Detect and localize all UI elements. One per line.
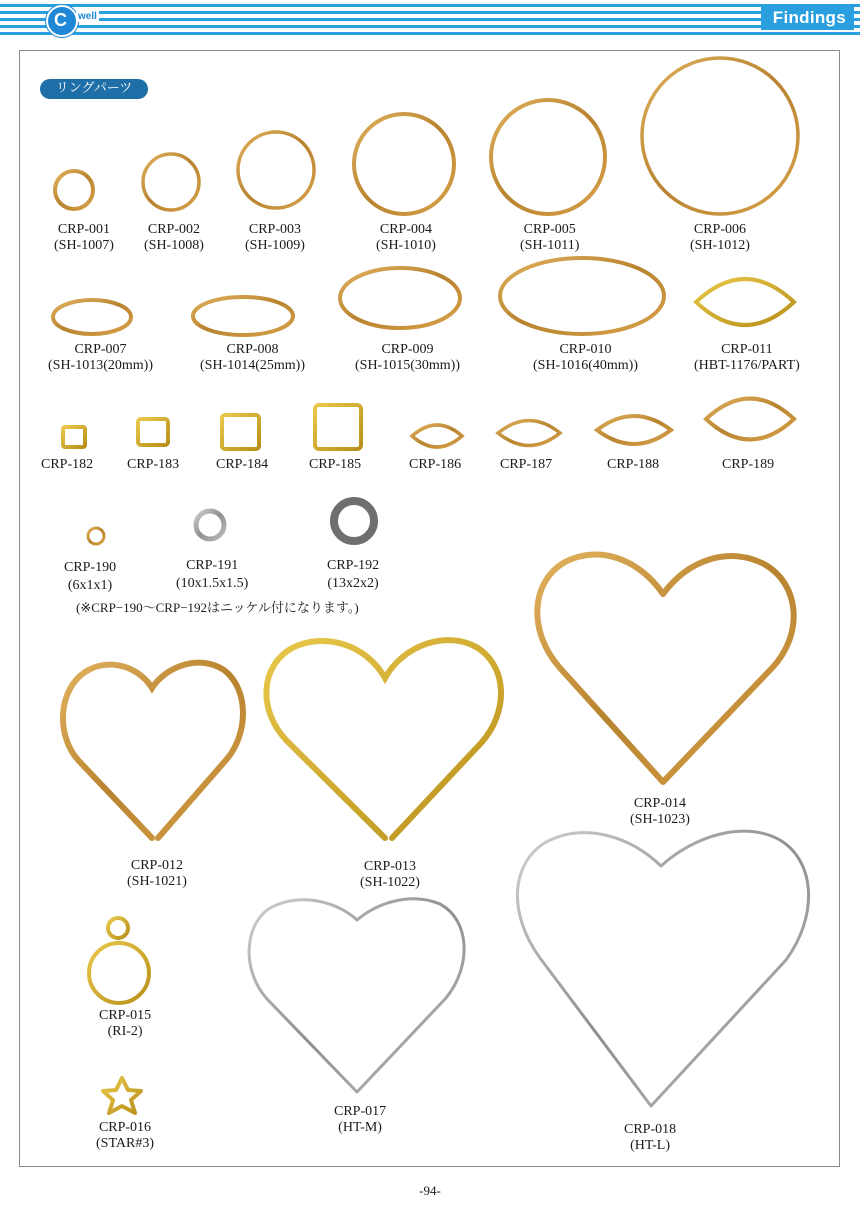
product-label <box>694 342 800 374</box>
product-sub: (SH-1011) <box>520 238 580 253</box>
product-code: CRP-186 <box>409 457 462 472</box>
crp-003-image <box>238 132 314 208</box>
category-tag: リングパーツ <box>40 79 148 99</box>
product-label <box>334 1104 386 1136</box>
product-sub: (SH-1021) <box>127 874 187 889</box>
product-sub: (SH-1010) <box>376 238 436 253</box>
product-label <box>355 342 460 374</box>
crp-004-image <box>354 114 454 214</box>
crp-014-image <box>537 555 793 782</box>
product-code: CRP-012 <box>130 858 183 873</box>
page-number: -94- <box>419 1183 441 1198</box>
product-label <box>630 796 690 828</box>
section-title: Findings <box>761 7 854 30</box>
crp-185-image <box>315 405 361 449</box>
product-label <box>500 457 552 473</box>
product-code: CRP-010 <box>559 342 612 357</box>
product-code: CRP-004 <box>379 222 432 237</box>
crp-191-image <box>196 511 224 539</box>
crp-186-image <box>412 425 462 447</box>
product-sub: (10x1.5x1.5) <box>176 576 249 591</box>
brand-logo-text: well <box>78 11 97 22</box>
product-code: CRP-014 <box>633 796 686 811</box>
product-code: CRP-015 <box>99 1008 152 1023</box>
product-label <box>360 859 420 891</box>
product-code: CRP-183 <box>127 457 180 472</box>
crp-012-image <box>63 663 243 838</box>
product-label <box>64 559 116 595</box>
product-sub: (HT-M) <box>338 1120 382 1135</box>
product-code: CRP-187 <box>500 457 553 472</box>
product-code: CRP-009 <box>381 342 434 357</box>
product-label <box>127 457 179 473</box>
product-code: CRP-016 <box>98 1120 152 1135</box>
crp-001-image <box>55 171 93 209</box>
crp-002-image <box>143 154 199 210</box>
product-code: CRP-005 <box>523 222 576 237</box>
product-label <box>520 222 579 254</box>
product-sub: (SH-1023) <box>630 812 690 827</box>
product-code: CRP-002 <box>147 222 200 237</box>
product-label <box>176 557 248 593</box>
product-label <box>722 457 774 473</box>
product-label <box>327 557 379 593</box>
product-label <box>533 342 638 374</box>
nickel-note: (※CRP−190～CRP−192はニッケル付になります。) <box>76 600 359 615</box>
brand-logo-icon: C <box>46 5 78 37</box>
product-code: CRP-182 <box>41 457 94 472</box>
crp-013-image <box>266 640 501 838</box>
crp-018-image <box>517 831 808 1106</box>
product-label <box>127 858 187 890</box>
product-label <box>624 1122 676 1154</box>
product-label <box>376 222 436 254</box>
product-code: CRP-006 <box>693 222 746 237</box>
crp-192-image <box>334 501 374 541</box>
product-sub: (SH-1012) <box>690 238 750 253</box>
product-code: CRP-190 <box>64 560 117 575</box>
product-sub: (SH-1009) <box>245 238 305 253</box>
crp-187-image <box>498 421 560 446</box>
crp-184-image <box>222 415 259 449</box>
product-label <box>99 1008 151 1040</box>
product-label <box>144 222 204 254</box>
product-label <box>245 222 305 254</box>
crp-182-image <box>63 427 85 447</box>
product-code: CRP-189 <box>722 457 775 472</box>
crp-017-image <box>249 899 464 1092</box>
crp-008-image <box>193 297 293 335</box>
product-label <box>309 457 361 473</box>
product-sub: (STAR#3) <box>96 1136 154 1151</box>
product-label <box>607 457 659 473</box>
product-code: CRP-013 <box>363 859 416 874</box>
product-code: CRP-007 <box>74 342 127 357</box>
product-label <box>54 222 114 254</box>
product-code: CRP-017 <box>334 1104 387 1119</box>
crp-190-image <box>88 528 104 544</box>
crp-007-image <box>53 300 131 334</box>
product-label <box>409 457 461 473</box>
product-sub: (SH-1007) <box>54 238 114 253</box>
crp-009-image <box>340 268 460 328</box>
crp-016-image <box>103 1078 141 1113</box>
product-sub: (SH-1016(40mm)) <box>533 358 638 373</box>
product-code: CRP-191 <box>186 558 239 573</box>
product-sub: (SH-1013(20mm)) <box>48 358 153 373</box>
product-code: CRP-018 <box>624 1122 677 1137</box>
crp-015-loop-image <box>108 918 128 938</box>
crp-006-image <box>642 58 798 214</box>
product-label <box>48 342 153 374</box>
product-sub: (HT-L) <box>630 1138 671 1153</box>
product-sub: (SH-1022) <box>360 875 420 890</box>
crp-189-image <box>706 399 794 440</box>
crp-011-image <box>696 279 794 325</box>
product-sub: (6x1x1) <box>67 578 113 593</box>
crp-010-image <box>500 258 664 334</box>
product-code: CRP-185 <box>309 457 362 472</box>
product-code: CRP-003 <box>248 222 301 237</box>
product-code: CRP-001 <box>57 222 110 237</box>
product-sub: (SH-1008) <box>144 238 204 253</box>
product-sub: (13x2x2) <box>327 576 379 591</box>
crp-015-image <box>89 943 149 1003</box>
crp-188-image <box>597 416 671 444</box>
crp-005-image <box>491 100 605 214</box>
product-sub: (SH-1014(25mm)) <box>200 358 305 373</box>
product-label <box>690 222 750 254</box>
product-code: CRP-008 <box>226 342 279 357</box>
product-code: CRP-011 <box>721 342 773 357</box>
product-label <box>216 457 268 473</box>
product-label <box>41 457 93 473</box>
product-code: CRP-188 <box>607 457 660 472</box>
product-sub: (RI-2) <box>107 1024 143 1039</box>
product-sub: (HBT-1176/PART) <box>694 358 800 373</box>
product-label <box>200 342 305 374</box>
product-sub: (SH-1015(30mm)) <box>355 358 460 373</box>
product-label <box>96 1120 154 1152</box>
product-code: CRP-192 <box>327 558 380 573</box>
crp-183-image <box>138 419 168 445</box>
product-code: CRP-184 <box>216 457 269 472</box>
